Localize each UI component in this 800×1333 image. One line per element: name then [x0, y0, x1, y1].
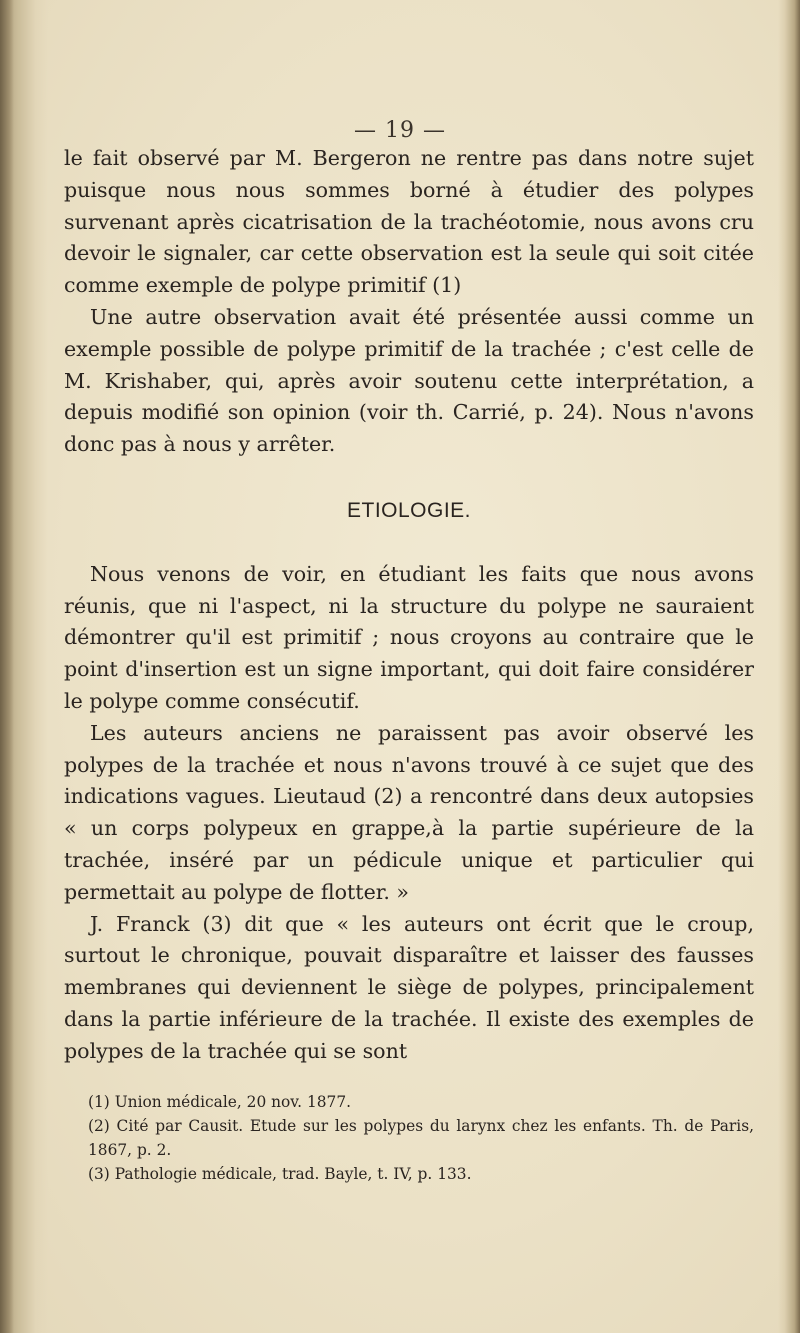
paragraph: Les auteurs anciens ne paraissent pas avoir observé les polypes de la trachée et nous n'avons trouvé à ce sujet que des indications vagues. Lieutaud (2) a rencontré dans deux autopsies « un corps polypeux en grappe,à la partie supérieure de la trachée, inséré par un pédicule unique et particulier qui permettait au polype de flotter. » — [64, 720, 754, 904]
page-number: — 19 — — [354, 118, 446, 143]
paragraph: le fait observé par M. Bergeron ne rentre pas dans notre sujet puisque nous nous sommes borné à étudier des polypes survenant après cicatrisation de la trachéotomie, nous avons cru devoir le signaler, car cette observation est la seule qui soit citée comme exemple de polype primitif (1) — [64, 146, 754, 298]
paragraph: Nous venons de voir, en étudiant les faits que nous avons réunis, que ni l'aspect, ni la structure du polype ne sauraient démontrer qu'il est primitif ; nous croyons au contraire que le point d'insertion est un signe important, qui doit faire considérer le polype comme consécutif. — [64, 561, 754, 713]
section-heading: ETIOLOGIE. — [346, 498, 472, 522]
body-text — [64, 143, 754, 1186]
paragraph: Une autre observation avait été présentée aussi comme un exemple possible de polype primitif de la trachée ; c'est celle de M. Krishaber, qui, après avoir soutenu cette interprétation, a depuis modifié son opinion (voir th. Carrié, p. 24). Nous n'avons donc pas à nous y arrêter. — [64, 304, 754, 457]
footnotes — [64, 1090, 754, 1186]
binding-edge — [0, 0, 14, 1333]
footnote: (3) Pathologie médicale, trad. Bayle, t. IV, p. 133. — [88, 1164, 472, 1183]
footnote: (1) Union médicale, 20 nov. 1877. — [88, 1092, 352, 1111]
page-edge-shadow — [778, 0, 800, 1333]
footnote: (2) Cité par Causit. Etude sur les polypes du larynx chez les enfants. Th. de Paris, 1867, p. 2. — [88, 1116, 754, 1159]
paragraph: J. Franck (3) dit que « les auteurs ont écrit que le croup, surtout le chronique, pouvait disparaître et laisser des fausses membranes qui deviennent le siège de polypes, principalement dans la partie inférieure de la trachée. Il existe des exemples de polypes de la trachée qui se sont — [64, 911, 754, 1063]
